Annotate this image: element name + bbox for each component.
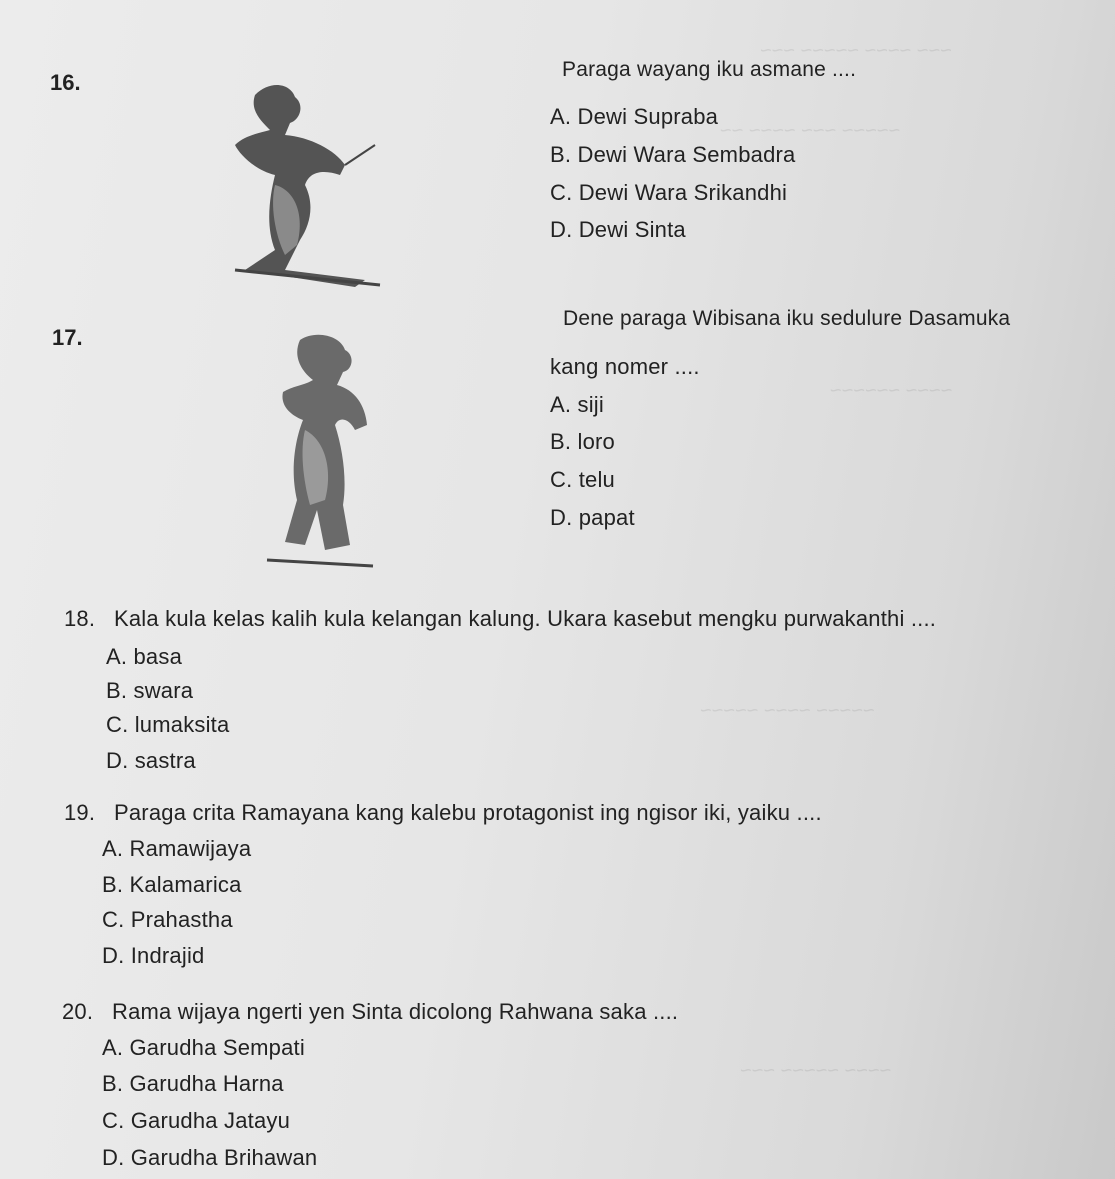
question-20-text: Rama wijaya ngerti yen Sinta dicolong Rahwana saka ....	[112, 999, 679, 1024]
bleed-through-text: ~~~~~ ~~~~ ~~~~~	[700, 700, 875, 722]
question-17-number: 17.	[52, 325, 83, 350]
bleed-through-text: ~~~~~ ~~~ ~~~~ ~~	[720, 120, 901, 142]
question-16-number: 16.	[50, 70, 81, 95]
question-19-option-a: A. Ramawijaya	[102, 836, 252, 861]
question-17-text-line2: kang nomer ....	[550, 354, 700, 379]
question-17-option-d: D. papat	[550, 505, 635, 530]
question-18-option-c: C. lumaksita	[106, 712, 230, 737]
question-20-option-c: C. Garudha Jatayu	[102, 1108, 291, 1133]
wayang-wibisana-figure	[255, 330, 385, 570]
question-17-option-c: C. telu	[550, 467, 615, 492]
question-17-text-line1: Dene paraga Wibisana iku sedulure Dasamuka	[563, 307, 1011, 330]
question-18-number: 18.	[64, 606, 96, 631]
question-18-option-d: D. sastra	[106, 748, 196, 773]
bleed-through-text: ~~~~ ~~~~~~	[830, 380, 953, 402]
question-17-option-b: B. loro	[550, 429, 615, 454]
wayang-dewi-figure	[215, 75, 395, 290]
bleed-through-text: ~~~ ~~~~ ~~~~~ ~~~	[760, 40, 952, 62]
question-16-option-d: D. Dewi Sinta	[550, 217, 686, 242]
bleed-through-text: ~~~~ ~~~~~ ~~~	[740, 1060, 892, 1082]
question-20-option-d: D. Garudha Brihawan	[102, 1145, 318, 1170]
question-19-option-d: D. Indrajid	[102, 943, 205, 968]
question-18-text: Kala kula kelas kalih kula kelangan kalung. Ukara kasebut mengku purwakanthi ....	[114, 606, 937, 631]
question-19-option-c: C. Prahastha	[102, 907, 233, 932]
question-16-option-b: B. Dewi Wara Sembadra	[550, 142, 796, 167]
question-17-option-a: A. siji	[550, 392, 604, 417]
question-16-option-a: A. Dewi Supraba	[550, 104, 719, 129]
question-20-option-a: A. Garudha Sempati	[102, 1035, 305, 1060]
question-16-option-c: C. Dewi Wara Srikandhi	[550, 180, 788, 205]
question-18-option-b: B. swara	[106, 678, 194, 703]
question-20-number: 20.	[62, 999, 94, 1024]
question-19-text: Paraga crita Ramayana kang kalebu protagonist ing ngisor iki, yaiku ....	[114, 800, 822, 825]
question-18-option-a: A. basa	[106, 644, 183, 669]
question-20-option-b: B. Garudha Harna	[102, 1071, 284, 1096]
question-19-option-b: B. Kalamarica	[102, 872, 242, 897]
question-16-text: Paraga wayang iku asmane ....	[562, 58, 857, 81]
question-19-number: 19.	[64, 800, 96, 825]
